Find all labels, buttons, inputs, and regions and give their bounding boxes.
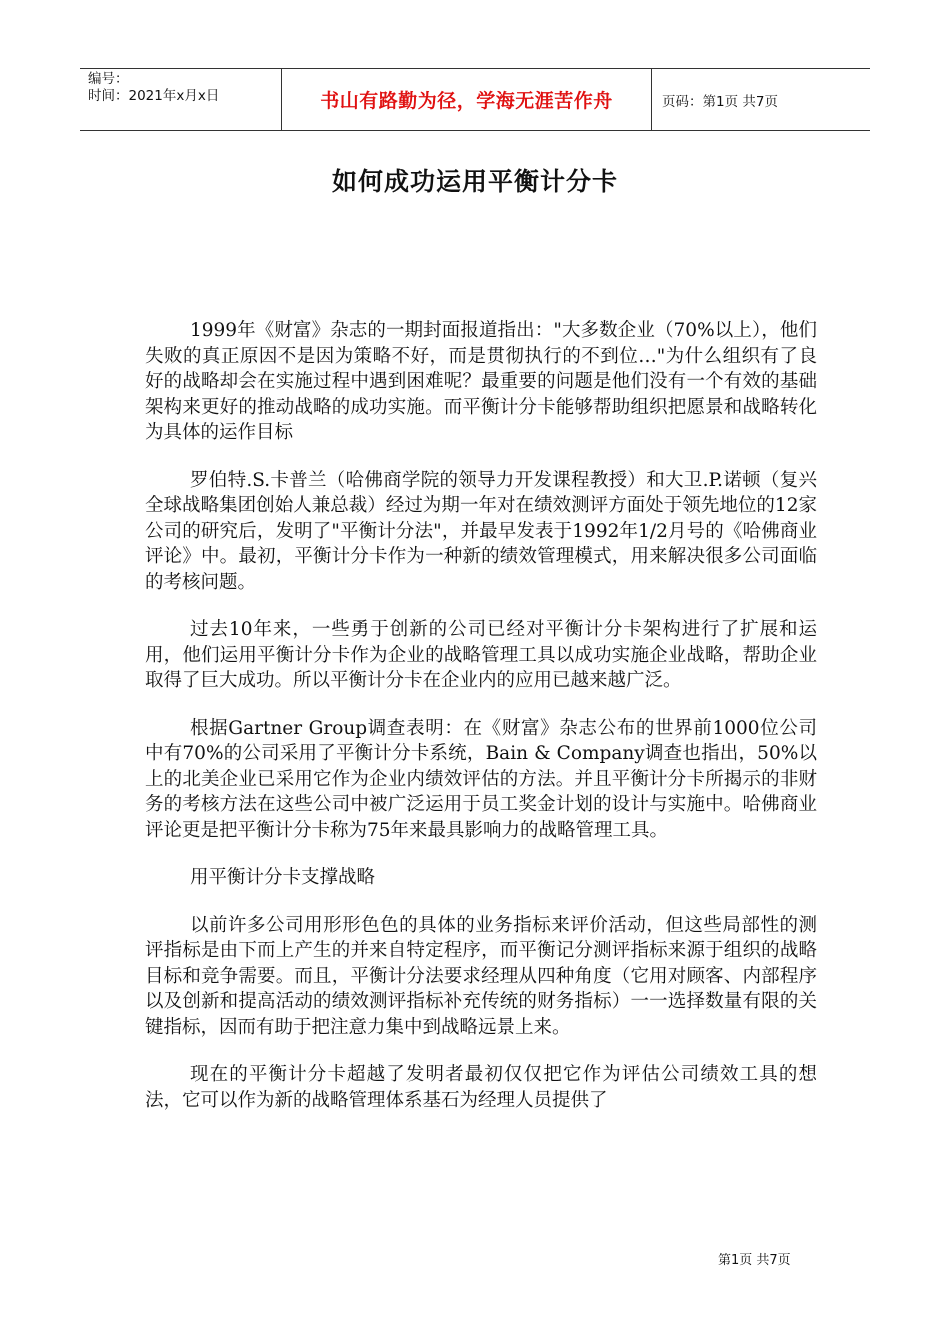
paragraph: 以前许多公司用形形色色的具体的业务指标来评价活动，但这些局部性的测评指标是由下而上产生的并来自特定程序，而平衡记分测评指标来源于组织的战略目标和竞争需要。而且，平衡计分法要求经理从四种角度（它用对顾客、内部程序以及创新和提高活动的绩效测评指标补充传统的财务指标）一一选择数量有限的关键指标，因而有助于把注意力集中到战略远景上来。	[145, 914, 817, 1038]
paragraph: 现在的平衡计分卡超越了发明者最初仅仅把它作为评估公司绩效工具的想法，它可以作为新的战略管理体系基石为经理人员提供了	[145, 1064, 817, 1111]
header-motto: 书山有路勤为径，学海无涯苦作舟	[320, 90, 613, 112]
header-motto-cell	[282, 69, 652, 130]
header-page-info: 页码：第1页 共7页	[662, 93, 778, 110]
number-label: 编号：	[88, 71, 129, 87]
document-title: 如何成功运用平衡计分卡	[331, 167, 618, 196]
header-meta-cell	[80, 69, 282, 130]
paragraph: 罗伯特.S.卡普兰（哈佛商学院的领导力开发课程教授）和大卫.P.诺顿（复兴全球战略集团创始人兼总裁）经过为期一年对在绩效测评方面处于领先地位的12家公司的研究后，发明了"平衡计分法"，并最早发表于1992年1/2月号的《哈佛商业评论》中。最初，平衡计分卡作为一种新的绩效管理模式，用来解决很多公司面临的考核问题。	[145, 469, 817, 593]
paragraph: 根据Gartner Group调查表明：在《财富》杂志公布的世界前1000位公司中有70%的公司采用了平衡计分卡系统，Bain & Company调查也指出，50%以上的北美企业已采用它作为企业内绩效评估的方法。并且平衡计分卡所揭示的非财务的考核方法在这些公司中被广泛运用于员工奖金计划的设计与实施中。哈佛商业评论更是把平衡计分卡称为75年来最具影响力的战略管理工具。	[145, 717, 817, 841]
time-label: 时间：2021年x月x日	[88, 88, 220, 104]
document-body	[145, 318, 817, 1135]
document-header	[80, 68, 870, 131]
paragraph: 1999年《财富》杂志的一期封面报道指出："大多数企业（70%以上），他们失败的真正原因不是因为策略不好，而是贯彻执行的不到位…"为什么组织有了良好的战略却会在实施过程中遇到困难呢？最重要的问题是他们没有一个有效的基础架构来更好的推动战略的成功实施。而平衡计分卡能够帮助组织把愿景和战略转化为具体的运作目标	[145, 320, 817, 443]
header-page-cell	[652, 69, 870, 130]
footer-page-info: 第1页 共7页	[718, 1253, 791, 1268]
section-heading: 用平衡计分卡支撑战略	[190, 867, 376, 888]
paragraph: 过去10年来，一些勇于创新的公司已经对平衡计分卡架构进行了扩展和运用，他们运用平衡计分卡作为企业的战略管理工具以成功实施企业战略，帮助企业取得了巨大成功。所以平衡计分卡在企业内的应用已越来越广泛。	[145, 619, 817, 691]
